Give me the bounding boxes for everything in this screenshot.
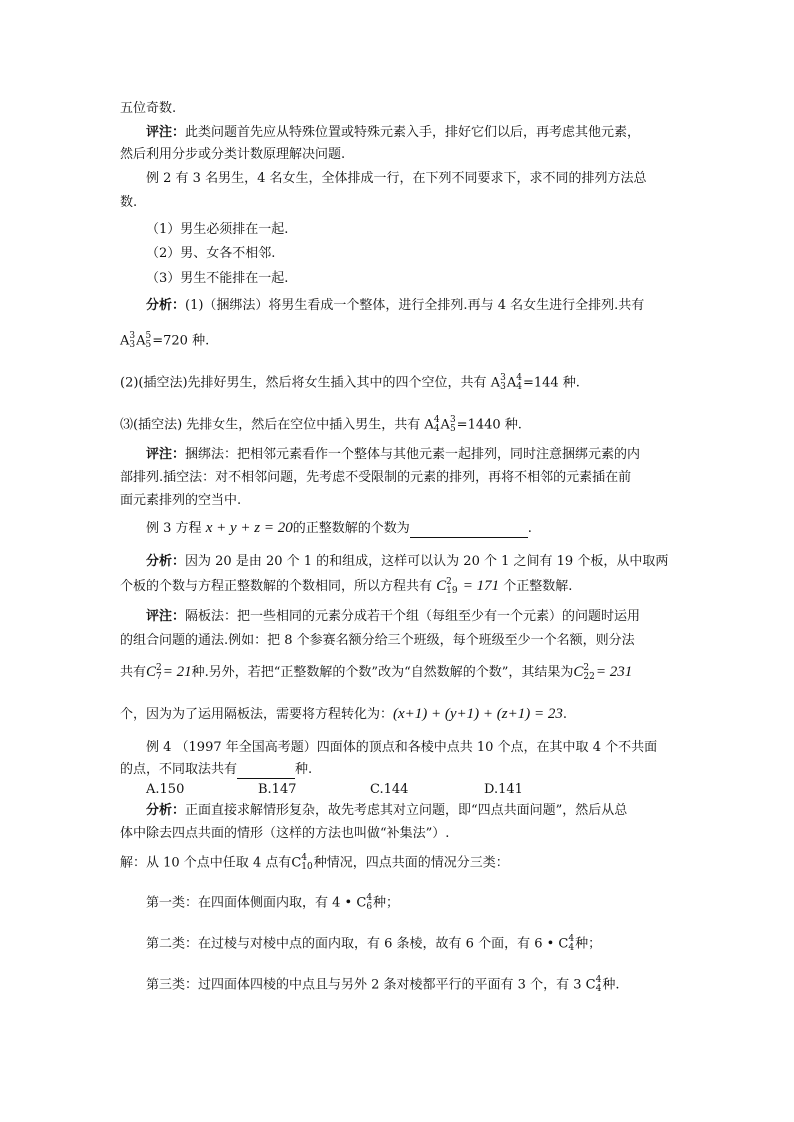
example-2-stem: 例 2 有 3 名男生，4 名女生，全体排成一行，在下列不同要求下，求不同的排列方法总 xyxy=(146,171,647,186)
analysis-label: 分析： xyxy=(146,298,186,313)
case-3 xyxy=(146,976,619,995)
commentary-paragraph xyxy=(146,608,640,626)
index-stack: 2 19 xyxy=(446,576,458,596)
option-b: B.147 xyxy=(258,782,297,797)
text-line: 部排列.插空法：对不相邻问题，先考虑不受限制的元素的排列，再将不相邻的元素插在前 xyxy=(120,470,632,485)
option-d: D.141 xyxy=(484,782,523,797)
formula-line xyxy=(120,663,632,682)
comb-symbol: C xyxy=(573,664,584,680)
analysis-paragraph xyxy=(146,802,627,820)
text-span: 种. xyxy=(602,977,620,993)
comb-symbol: C xyxy=(146,664,157,680)
text-span: 个板的个数与方程正整数解的个数相同，所以方程共有 xyxy=(120,579,433,594)
index-stack: 2 22 xyxy=(583,662,595,682)
index-stack: 5 5 xyxy=(145,331,152,350)
text-span: ⑶(插空法) 先排女生，然后在空位中插入男生，共有 xyxy=(120,417,421,433)
formula-line xyxy=(120,761,312,779)
text-span: 捆绑法：把相邻元素看作一个整体与其他元素一起排列，同时注意捆绑元素的内 xyxy=(185,447,641,462)
text-span: 个正整数解. xyxy=(503,579,573,594)
answer-blank xyxy=(237,764,295,779)
comb-symbol: C xyxy=(558,936,569,952)
formula-line xyxy=(120,577,572,596)
comb-symbol: C xyxy=(356,895,367,911)
index-stack: 4 4 xyxy=(595,975,602,994)
formula-line xyxy=(120,374,580,393)
perm-symbol: A xyxy=(506,375,517,391)
answer-blank xyxy=(410,523,528,538)
option-a: A.150 xyxy=(146,782,185,797)
perm-symbol: A xyxy=(136,333,146,349)
sub-question-2: （2）男、女各不相邻. xyxy=(146,246,276,261)
text-line: 然后利用分步或分类计数原理解决问题. xyxy=(120,147,346,162)
text-span: 第一类：在四面体侧面内取，有 4 • xyxy=(146,895,353,911)
text-span: 因为 20 是由 20 个 1 的和组成，这样可以认为 20 个 1 之间有 19 个板，从中取两 xyxy=(185,554,669,569)
case-1 xyxy=(146,894,399,913)
analysis-label: 分析： xyxy=(146,803,186,818)
index-stack: 3 5 xyxy=(449,415,456,434)
text-line: 体中除去四点共面的情形（这样的方法也叫做“补集法”）. xyxy=(120,826,450,841)
comb-symbol: C xyxy=(436,578,447,594)
result-text: =720 种. xyxy=(152,333,210,349)
text-line: 数. xyxy=(120,195,138,210)
example-4-stem: 例 4 （1997 年全国高考题）四面体的顶点和各棱中点共 10 个点，在其中取 4 个不共面 xyxy=(146,740,658,755)
analysis-paragraph xyxy=(146,553,668,571)
case-2 xyxy=(146,935,601,954)
comb-symbol: C xyxy=(585,977,596,993)
formula-line xyxy=(120,332,209,351)
index-stack: 3 3 xyxy=(500,373,506,392)
text-line: 面元素排列的空当中. xyxy=(120,493,242,508)
index-stack: 4 6 xyxy=(366,893,373,912)
text-span: 种. xyxy=(295,762,313,777)
index-stack: 2 7 xyxy=(156,662,162,682)
text-line: 的组合问题的通法.例如：把 8 个参赛名额分给三个班级，每个班级至少一个名额，则分法 xyxy=(120,633,635,648)
equation: x + y + z = 20 xyxy=(205,520,293,536)
index-stack: 4 4 xyxy=(516,373,522,392)
text-span: 第二类：在过棱与对棱中点的面内取，有 6 条棱，故有 6 个面，有 6 • xyxy=(146,936,555,952)
text-span: (1)（捆绑法）将男生看成一个整体，进行全排列.再与 4 名女生进行全排列.共有 xyxy=(185,298,645,313)
text-span: 的点，不同取法共有 xyxy=(120,762,238,777)
perm-symbol: A xyxy=(424,417,434,433)
sub-question-1: （1）男生必须排在一起. xyxy=(146,222,289,237)
equation: = 231 xyxy=(595,664,633,680)
text-span: 种； xyxy=(575,936,602,952)
result-text: =1440 种. xyxy=(456,417,522,433)
commentary-label: 评注： xyxy=(146,609,186,624)
commentary-label: 评注： xyxy=(146,125,186,140)
perm-symbol: A xyxy=(440,417,450,433)
index-stack: 3 3 xyxy=(129,331,136,350)
index-stack: 4 4 xyxy=(433,415,440,434)
text-span: 隔板法：把一些相同的元素分成若干个组（每组至少有一个元素）的问题时运用 xyxy=(185,609,641,624)
text-span: 解：从 10 个点中任取 4 点有 xyxy=(120,855,292,871)
comb-symbol: C xyxy=(291,855,302,871)
commentary-label: 评注： xyxy=(146,447,186,462)
perm-symbol: A xyxy=(120,333,130,349)
text-span: 此类问题首先应从特殊位置或特殊元素入手，排好它们以后，再考虑其他元素， xyxy=(185,125,641,140)
text-span: 的正整数解的个数为 xyxy=(292,521,410,536)
text-span: 正面直接求解情形复杂，故先考虑其对立问题，即“四点共面问题”，然后从总 xyxy=(185,803,628,818)
analysis-label: 分析： xyxy=(146,554,186,569)
formula-line: 个，因为为了运用隔板法，需要将方程转化为：(x+1) + (y+1) + (z+1) = 23. xyxy=(120,706,568,722)
text-span: 种情况，四点共面的情况分三类： xyxy=(313,855,509,871)
formula-line xyxy=(120,416,522,435)
equation: = 21 xyxy=(162,664,192,680)
analysis-paragraph xyxy=(146,297,644,315)
equation: (x+1) + (y+1) + (z+1) = 23 xyxy=(393,706,563,722)
solution-line xyxy=(120,854,509,873)
result-text: =144 种. xyxy=(522,375,580,391)
example-3-stem: 例 3 方程 x + y + z = 20的正整数解的个数为 . xyxy=(146,520,532,536)
text-span: 共有 xyxy=(120,665,147,680)
text-span: (2)(插空法)先排好男生，然后将女生插入其中的四个空位，共有 xyxy=(120,375,487,391)
commentary-paragraph xyxy=(146,446,640,464)
text-line: 五位奇数. xyxy=(120,101,177,116)
equation: = 171 xyxy=(462,578,500,594)
text-span: 个，因为为了运用隔板法，需要将方程转化为： xyxy=(120,707,394,722)
text-span: 例 3 方程 xyxy=(146,521,202,536)
sub-question-3: （3）男生不能排在一起. xyxy=(146,271,289,286)
text-span: 种； xyxy=(373,895,400,911)
index-stack: 4 10 xyxy=(301,853,313,872)
perm-symbol: A xyxy=(490,375,501,391)
text-span: 第三类：过四面体四棱的中点且与另外 2 条对棱都平行的平面有 3 个，有 3 xyxy=(146,977,582,993)
option-c: C.144 xyxy=(370,782,409,797)
text-span: 种.另外，若把“正整数解的个数”改为“自然数解的个数”，其结果为 xyxy=(191,665,574,680)
index-stack: 4 4 xyxy=(568,934,575,953)
commentary-paragraph xyxy=(146,124,640,142)
